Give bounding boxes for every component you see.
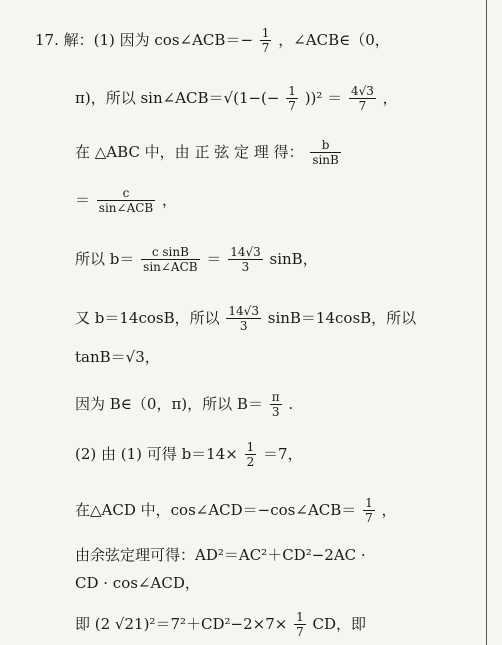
numerator: c [97, 186, 155, 201]
denominator: 2 [246, 455, 255, 470]
fraction [245, 440, 257, 470]
denominator: sinB [312, 153, 339, 168]
text: ＝7， [263, 444, 303, 463]
numerator: 1 [288, 84, 296, 98]
text: . [288, 394, 294, 413]
denominator: 3 [241, 260, 250, 275]
line-12 [75, 576, 200, 591]
denominator: 7 [358, 99, 367, 114]
numerator: 1 [246, 440, 255, 454]
denominator: 7 [296, 625, 304, 640]
numerator: 1 [261, 26, 270, 40]
text: CD，即 [312, 614, 367, 633]
text: ， [381, 500, 397, 519]
text: sinB＝14cosB，所以 [267, 308, 417, 327]
text: 在 △ABC 中，由 正 弦 定 理 得： [75, 142, 304, 161]
fraction [97, 186, 155, 216]
numerator: c sinB [141, 245, 199, 260]
line-13 [75, 610, 366, 640]
text: ， [382, 88, 398, 107]
text: 由余弦定理可得：AD²＝AC²＋CD²−2AC · [75, 546, 366, 564]
denominator: 7 [288, 99, 296, 114]
denominator: sin∠ACB [98, 201, 154, 216]
column-divider [486, 0, 487, 645]
fraction [286, 84, 298, 114]
line-11 [75, 548, 366, 563]
line-10 [75, 496, 397, 526]
numerator: b [310, 138, 341, 153]
fraction [294, 610, 306, 640]
fraction [363, 496, 375, 526]
text: 在△ACD 中，cos∠ACD＝−cos∠ACB＝ [75, 500, 357, 519]
numerator: π [271, 390, 280, 404]
text: ， [162, 190, 178, 209]
text: 所以 b＝ [75, 249, 135, 268]
text: π)，所以 sin∠ACB＝√(1−(− [75, 88, 280, 107]
line-6 [75, 304, 416, 334]
denominator: 7 [365, 511, 373, 526]
line-4 [75, 186, 177, 216]
text: 即 (2 √21)²＝7²＋CD²−2×7× [75, 614, 288, 633]
denominator: 7 [261, 41, 270, 56]
line-7 [75, 350, 160, 365]
denominator: 3 [239, 319, 248, 334]
denominator: sin∠ACB [143, 260, 198, 275]
fraction [310, 138, 341, 168]
fraction [226, 304, 261, 334]
line-9 [75, 440, 303, 470]
fraction [349, 84, 376, 114]
text: 又 b＝14cosB，所以 [75, 308, 220, 327]
numerator: 1 [365, 496, 373, 510]
line-8 [75, 390, 293, 420]
line-1 [35, 26, 390, 56]
text: (2) 由 (1) 可得 b＝14× [75, 444, 238, 463]
line-5 [75, 245, 318, 275]
text: tanB＝√3， [75, 348, 160, 366]
denominator: 3 [271, 405, 280, 420]
text: CD · cos∠ACD， [75, 574, 200, 592]
fraction [270, 390, 282, 420]
numerator: 1 [296, 610, 304, 624]
fraction [260, 26, 272, 56]
numerator: 4√3 [350, 84, 374, 98]
fraction [141, 245, 199, 275]
numerator: 14√3 [228, 304, 259, 318]
line-2 [75, 84, 398, 114]
text: 17. 解：(1) 因为 cos∠ACB＝− [35, 30, 254, 49]
line-3 [75, 138, 343, 168]
text: ＝ [206, 249, 222, 268]
fraction [228, 245, 263, 275]
text: ，∠ACB∈（0， [278, 30, 390, 49]
text: sinB， [269, 249, 318, 268]
text: ＝ [75, 190, 91, 209]
numerator: 14√3 [230, 245, 261, 259]
text: 因为 B∈（0，π)，所以 B＝ [75, 394, 263, 413]
text: ))² ＝ [304, 88, 343, 107]
